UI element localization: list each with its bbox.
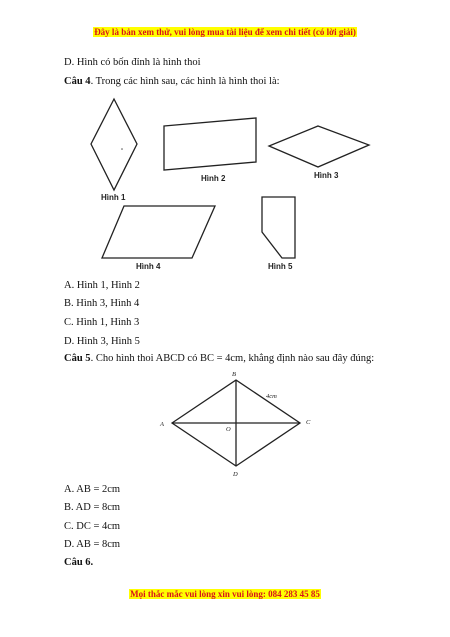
- previous-option-d: D. Hình có bốn đỉnh là hình thoi: [64, 57, 201, 68]
- question-4-option-b: B. Hình 3, Hình 4: [64, 298, 140, 309]
- side-bc-length-label: 4cm: [266, 393, 277, 400]
- figure-1-rhombus: [91, 99, 137, 190]
- figure-3-label: Hình 3: [314, 171, 339, 180]
- vertex-b-label: B: [232, 371, 236, 378]
- question-4-text: . Trong các hình sau, các hình là hình thoi là:: [90, 76, 280, 87]
- rhombus-abcd-diagram: [172, 380, 300, 466]
- question-5-option-c: C. DC = 4cm: [64, 521, 121, 532]
- question-5: [64, 353, 374, 364]
- figure-3-rhombus: [269, 126, 369, 167]
- figure-2-rectangle: [164, 118, 256, 170]
- vertex-a-label: A: [160, 421, 164, 428]
- question-5-label: Câu 5: [64, 353, 91, 364]
- figure-5-trapezoid: [262, 197, 295, 258]
- question-4-label: Câu 4: [64, 76, 91, 87]
- header-notice: Đây là bản xem thử, vui lòng mua tài liệu để xem chi tiết (có lời giải): [94, 27, 356, 37]
- center-o-label: O: [226, 426, 231, 433]
- question-5-option-d: D. AB = 8cm: [64, 539, 121, 550]
- question-4-option-d: D. Hình 3, Hình 5: [64, 336, 140, 347]
- figure-2-label: Hình 2: [201, 174, 226, 183]
- figure-4-parallelogram: [102, 206, 215, 258]
- question-4-option-c: C. Hình 1, Hình 3: [64, 317, 140, 328]
- figure-1-dot: [121, 148, 123, 150]
- question-5-option-b: B. AD = 8cm: [64, 502, 121, 513]
- figure-1-label: Hình 1: [101, 193, 126, 202]
- question-6-label: Câu 6.: [64, 557, 94, 568]
- figure-5-label: Hình 5: [268, 262, 293, 271]
- footer-notice: Mọi thắc mắc vui lòng xin vui lòng: 084 283 45 85: [130, 589, 320, 599]
- question-4-option-a: A. Hình 1, Hình 2: [64, 280, 140, 291]
- question-5-option-a: A. AB = 2cm: [64, 484, 121, 495]
- vertex-d-label: D: [233, 471, 238, 478]
- question-5-text: . Cho hình thoi ABCD có BC = 4cm, khẳng định nào sau đây đúng:: [90, 353, 375, 364]
- vertex-c-label: C: [306, 419, 311, 426]
- figure-4-label: Hình 4: [136, 262, 161, 271]
